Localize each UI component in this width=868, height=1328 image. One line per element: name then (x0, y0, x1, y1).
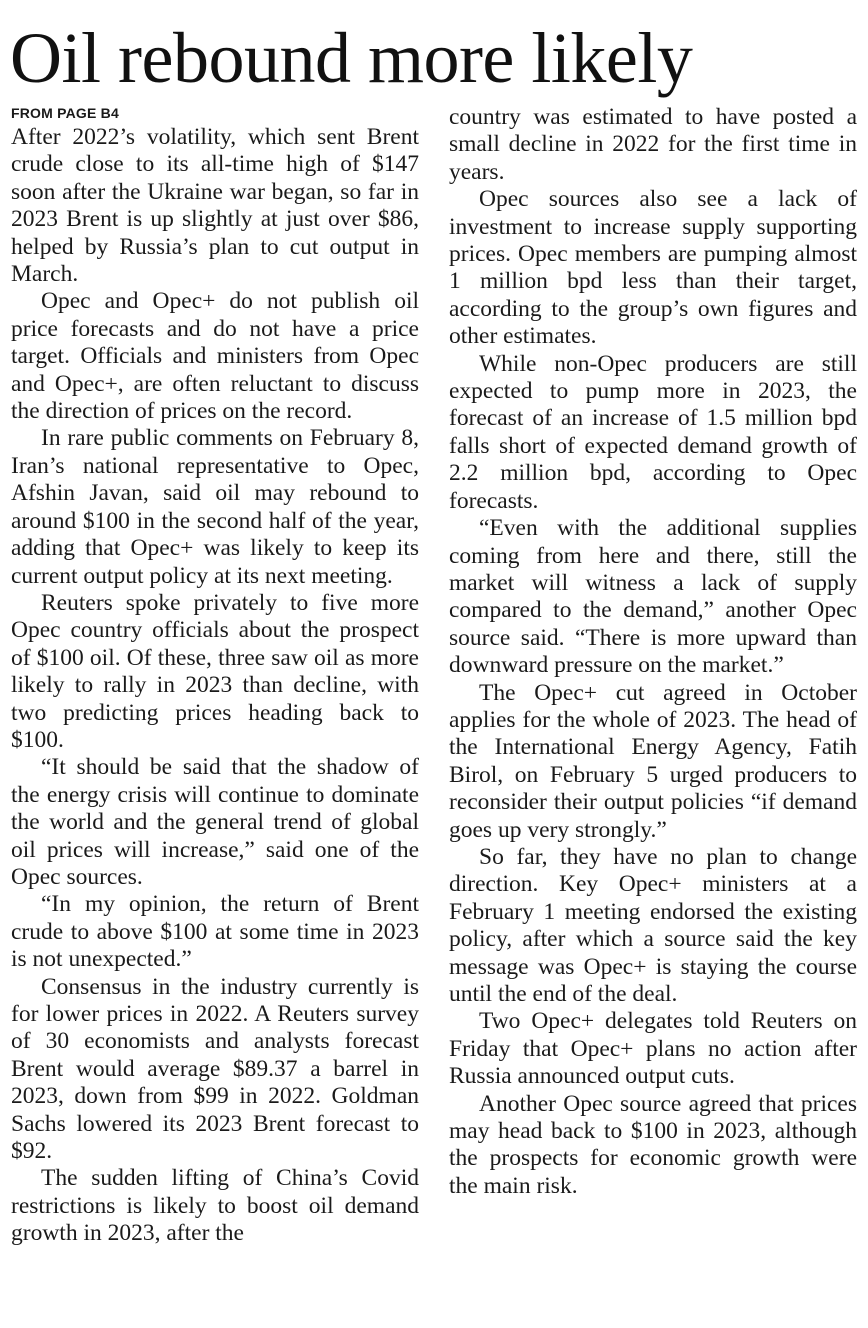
paragraph: “It should be said that the shadow of the energy crisis will continue to dominate the world and the general trend of global oil prices will increase,” said one of the Opec sources. (11, 754, 419, 890)
paragraph: While non-Opec producers are still expected to pump more in 2023, the forecast of an increase of 1.5 million bpd falls short of expected demand growth of 2.2 million bpd, according to Opec forecasts. (449, 350, 857, 514)
paragraph: Two Opec+ delegates told Reuters on Friday that Opec+ plans no action after Russia announced output cuts. (449, 1008, 857, 1090)
paragraph-continued: country was estimated to have posted a small decline in 2022 for the first time in years. (449, 104, 857, 185)
paragraph: Consensus in the industry currently is for lower prices in 2022. A Reuters survey of 30 economists and analysts forecast Brent would average $89.37 a barrel in 2023, down from $99 in 2022. Goldman Sachs lowered its 2023 Brent forecast to $92. (11, 973, 419, 1165)
paragraph: The sudden lifting of China’s Covid restrictions is likely to boost oil demand growth in 2023, after the (11, 1165, 419, 1247)
paragraph: Another Opec source agreed that prices may head back to $100 in 2023, although the prospects for economic growth were the main risk. (449, 1090, 857, 1199)
paragraph: After 2022’s volatility, which sent Brent crude close to its all-time high of $147 soon after the Ukraine war began, so far in 2023 Brent is up slightly at just over $86, helped by Russia’s plan to cut output in March. (11, 124, 419, 288)
paragraph: Opec sources also see a lack of investment to increase supply supporting prices. Opec members are pumping almost 1 million bpd less than their target, according to the group’s own figures and other estimates. (449, 186, 857, 350)
paragraph: “Even with the additional supplies coming from here and there, still the market will witness a lack of supply compared to the demand,” another Opec source said. “There is more upward than downward pressure on the market.” (449, 515, 857, 679)
paragraph: In rare public comments on February 8, Iran’s national representative to Opec, Afshin Javan, said oil may rebound to around $100 in the second half of the year, adding that Opec+ was likely to keep its current output policy at its next meeting. (11, 425, 419, 589)
article-body (11, 104, 857, 1324)
paragraph: “In my opinion, the return of Brent crude to above $100 at some time in 2023 is not unexpected.” (11, 891, 419, 973)
paragraph: The Opec+ cut agreed in October applies for the whole of 2023. The head of the International Energy Agency, Fatih Birol, on February 5 urged producers to reconsider their output policies “if demand goes up very strongly.” (449, 679, 857, 843)
paragraph: Reuters spoke privately to five more Opec country officials about the prospect of $100 oil. Of these, three saw oil as more likely to rally in 2023 than decline, with two predicting prices heading back to $100. (11, 589, 419, 753)
article-column-left (11, 104, 419, 1248)
paragraph: Opec and Opec+ do not publish oil price forecasts and do not have a price target. Officials and ministers from Opec and Opec+, are often reluctant to discuss the direction of prices on the record. (11, 288, 419, 425)
kicker-from-page: FROM PAGE B4 (11, 105, 119, 121)
article-column-right (449, 104, 857, 1200)
paragraph: So far, they have no plan to change direction. Key Opec+ ministers at a February 1 meeting endorsed the existing policy, after which a source said the key message was Opec+ is staying the course until the end of the deal. (449, 843, 857, 1007)
headline: Oil rebound more likely (10, 18, 693, 98)
